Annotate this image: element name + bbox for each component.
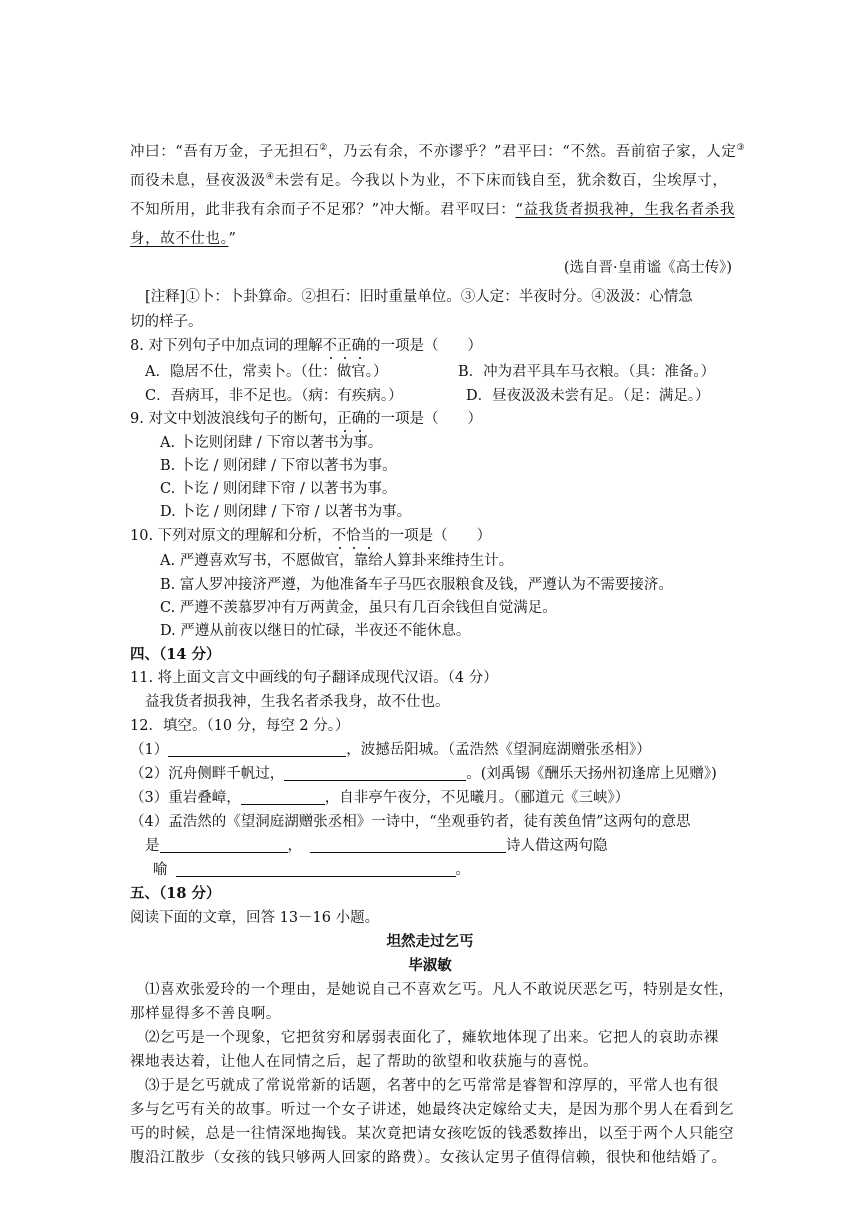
section-5-heading: 五、（18 分）: [130, 885, 221, 902]
emphasis-char: 恰: [346, 528, 361, 544]
article-title: 坦然走过乞丐: [386, 934, 474, 950]
q12-fill-1: （1） ，波撼岳阳城。（孟浩然《望洞庭湖赠张丞相》）: [130, 742, 651, 758]
q10-emphasis: [332, 528, 376, 544]
q10-stem: 10. 下列对原文的理解和分析，不恰当的一项是（ ）: [130, 528, 492, 544]
q9-stem: 9. 对文中划波浪线句子的断句，正确的一项是（ ）: [130, 411, 482, 427]
q9-option-d: D. 卜讫 / 则闭肆 / 下帘 / 以著书为事。: [160, 504, 412, 520]
article-para-3-line-4: 腹沿江散步（女孩的钱只够两人回家的路费）。女孩认定男子值得信赖，很快和他结婚了。: [130, 1150, 727, 1166]
article-para-2: ⑵乞丐是一个现象，它把贫穷和孱弱表面化了，瘫软地体现了出来。它把人的哀助赤裸: [145, 1030, 719, 1046]
emphasis-char: 当: [360, 528, 376, 544]
q10-option-c: C. 严遵不羡慕罗冲有万两黄金，虽只有几百余钱但自觉满足。: [160, 600, 557, 616]
q10-option-a: A. 严遵喜欢写书，不愿做官，靠给人算卦来维持生计。: [160, 553, 514, 569]
q11-sentence: 益我货者损我神，生我名者杀我身，故不仕也。: [145, 694, 450, 710]
article-para-3: ⑶于是乞丐就成了常说常新的话题，名著中的乞丐常常是睿智和淳厚的，平常人也有很: [145, 1078, 719, 1094]
underlined-sentence-end: 身，故不仕也。: [130, 231, 229, 247]
answer-blank[interactable]: [176, 861, 456, 877]
notes-line-2: 切的样子。: [130, 314, 203, 330]
passage-line-2: 而役未息，昼夜汲汲④未尝有足。今我以卜为业，不下床而钱自至，犹余数百，尘埃厚寸，: [130, 172, 728, 189]
passage-line-1: 冲曰：“吾有万金，子无担石②，乃云有余，不亦谬乎？”君平曰：“不然。吾前宿子家，人定③: [130, 143, 746, 160]
section-5-intro: 阅读下面的文章，回答 13－16 小题。: [130, 910, 380, 926]
article-para-3-line-3: 丐的时候，总是一往情深地掏钱。某次竟把请女孩吃饭的钱悉数捧出，以至于两个人只能空: [130, 1126, 734, 1142]
q8-option-b: B．冲为君平具车马衣粮。（具：准备。）: [458, 364, 716, 380]
q9-option-c: C. 卜讫 / 则闭肆下帘 / 以著书为事。: [160, 481, 397, 497]
q9-option-b: B. 卜讫 / 则闭肆 / 下帘以著书为事。: [160, 458, 397, 474]
section-4-heading: 四、（14 分）: [130, 646, 221, 663]
q8-option-a: A．隐居不仕，常卖卜。（仕：做官。）: [145, 364, 388, 380]
answer-blank[interactable]: [310, 837, 506, 853]
notes-line-1: [注释]①卜：卜卦算命。②担石：旧时重量单位。③人定：半夜时分。④汲汲：心情急: [145, 289, 693, 305]
q12-fill-4-end: 喻 。: [153, 862, 470, 878]
q9-emphasis: [337, 411, 366, 427]
emphasis-char: 正: [336, 338, 352, 354]
q8-option-c: C．吾病耳，非不足也。（病：有疾病。）: [145, 388, 403, 404]
q12-fill-4: （4）孟浩然的《望洞庭湖赠张丞相》一诗中，“坐观垂钓者，徒有羡鱼情”这两句的意思: [130, 814, 691, 830]
q12-fill-4-cont: 是 ， 诗人借这两句隐: [145, 838, 608, 854]
passage-line-4: 身，故不仕也。”: [130, 231, 237, 247]
q10-option-d: D. 严遵从前夜以继日的忙碌，半夜还不能休息。: [160, 623, 471, 639]
emphasis-char: 不: [331, 528, 347, 544]
article-author: 毕淑敏: [408, 958, 452, 974]
passage-line-3: 不知所用，此非我有余而子不足邪？”冲大惭。君平叹曰：“益我货者损我神，生我名者杀我: [130, 202, 735, 218]
passage-source: (选自晋·皇甫谧《高士传》): [563, 260, 732, 276]
answer-blank[interactable]: [168, 741, 346, 757]
answer-blank[interactable]: [160, 837, 288, 853]
q8-stem: 8. 对下列句子中加点词的理解不正确的一项是（ ）: [130, 338, 482, 354]
q8-option-d: D．昼夜汲汲未尝有足。（足：满足。）: [466, 388, 710, 404]
q12-fill-3: （3）重岩叠嶂， ，自非亭午夜分，不见曦月。（郦道元《三峡》）: [130, 790, 630, 806]
q10-option-b: B. 富人罗冲接济严遵，为他准备车子马匹衣服粮食及钱，严遵认为不需要接济。: [160, 577, 673, 593]
emphasis-char: 确: [351, 411, 366, 427]
emphasis-char: 正: [336, 411, 352, 427]
article-para-2-cont: 裸地表达着，让他人在同情之后，起了帮助的欲望和收获施与的喜悦。: [130, 1054, 599, 1070]
answer-blank[interactable]: [241, 789, 325, 805]
emphasis-char: 确: [351, 338, 366, 354]
emphasis-char: 不: [322, 338, 337, 354]
q8-emphasis: [322, 338, 366, 354]
article-para-3-line-2: 多与乞丐有关的故事。听过一个女子讲述，她最终决定嫁给丈夫，是因为那个男人在看到乞: [130, 1102, 734, 1118]
article-para-1-cont: 那样显得多不善良啊。: [130, 1006, 281, 1022]
answer-blank[interactable]: [284, 765, 466, 781]
underlined-sentence: “益我货者损我神，生我名者杀我: [515, 202, 735, 218]
article-para-1: ⑴喜欢张爱玲的一个理由，是她说自己不喜欢乞丐。凡人不敢说厌恶乞丐，特别是女性，: [145, 982, 734, 998]
q9-option-a: A. 卜讫则闭肆 / 下帘以著书为事。: [160, 435, 383, 451]
q12-stem: 12．填空。（10 分，每空 2 分。）: [130, 718, 350, 734]
q11-stem: 11. 将上面文言文中画线的句子翻译成现代汉语。（4 分）: [130, 670, 498, 686]
q12-fill-2: （2）沉舟侧畔千帆过， 。(刘禹锡《酬乐天扬州初逢席上见赠》): [130, 766, 717, 782]
